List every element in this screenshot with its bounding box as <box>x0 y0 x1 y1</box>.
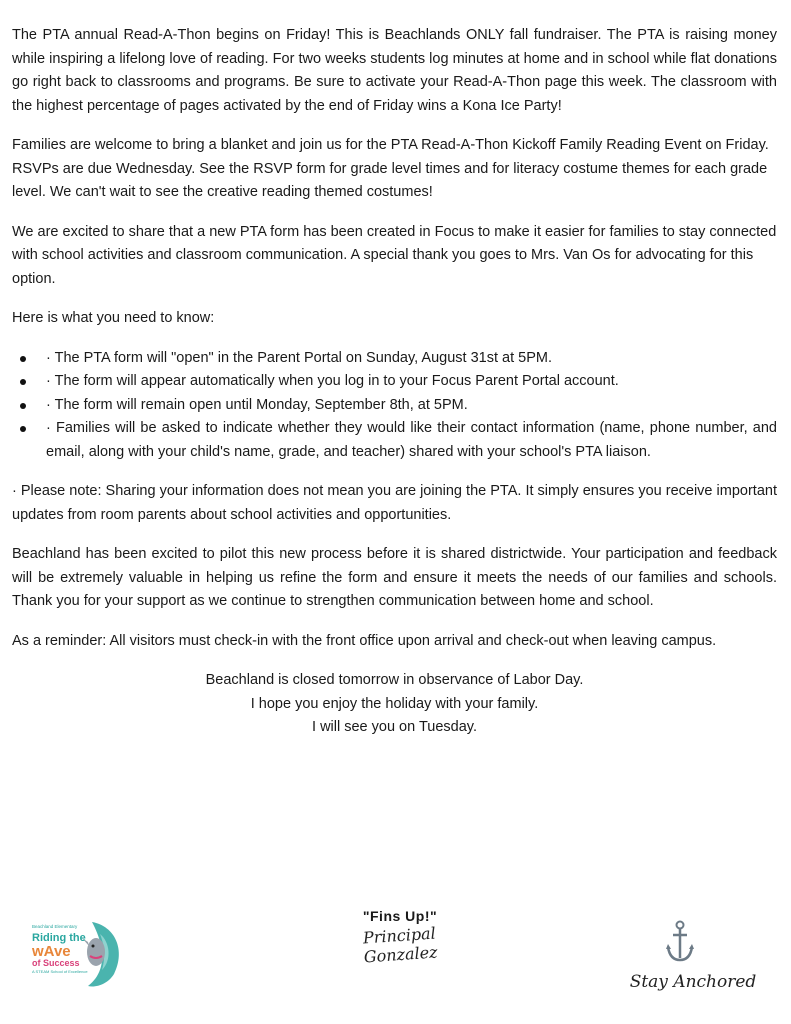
closing-line-3: I will see you on Tuesday. <box>312 719 477 735</box>
paragraph-read-a-thon: The PTA annual Read-A-Thon begins on Friday! This is Beachlands ONLY fall fundraiser. The PTA is raising money while inspiring a lifelong love of reading. For two weeks students log minutes at home and in school while flat donations go right back to classrooms and programs. Be sure to activate your Read-A-Thon page this week. The classroom with the highest percentage of pages activated by the end of Friday wins a Kona Ice Party! <box>12 27 777 114</box>
fins-up-text: "Fins Up!" <box>362 908 438 924</box>
anchor-icon <box>665 920 695 964</box>
list-item: · Families will be asked to indicate whether they would like their contact information (name, phone number, and email, along with your child's name, grade, and teacher) shared with your school's PTA liaison. <box>46 417 777 464</box>
logo-title-2: wAve <box>32 943 71 960</box>
logo-title-1: Riding the <box>32 932 86 944</box>
closing-line-1: Beachland is closed tomorrow in observance of Labor Day. <box>205 672 584 688</box>
stay-anchored-motto: Stay Anchored <box>629 972 757 992</box>
newsletter-body <box>12 24 777 740</box>
principal-signature: Principal Gonzalez <box>362 923 439 967</box>
closing-line-2: I hope you enjoy the holiday with your family. <box>250 695 539 712</box>
school-logo <box>30 912 130 992</box>
paragraph-pilot-process: Beachland has been excited to pilot this new process before it is shared districtwide. Your participation and feedback will be extremely valuable in helping us refine the form and ensure it meets the needs of our families and schools. Thank you for your support as we continue to strengthen communication between home and school. <box>12 546 777 609</box>
logo-subtitle: A STEAM School of Excellence <box>32 969 88 974</box>
paragraph-pta-form: We are excited to share that a new PTA form has been created in Focus to make it easier for families to stay connected with school activities and classroom communication. A special thank you goes to Mrs. Van Os for advocating for this option. <box>12 223 777 287</box>
list-item: · The form will remain open until Monday, September 8th, at 5PM. <box>46 394 777 418</box>
sign-off <box>330 908 470 967</box>
logo-title-3: of Success <box>32 958 80 968</box>
closing-message <box>12 669 777 740</box>
list-item: · The PTA form will "open" in the Parent Portal on Sunday, August 31st at 5PM. <box>46 347 777 371</box>
footer <box>0 900 791 1024</box>
paragraph-visitor-reminder: As a reminder: All visitors must check-in with the front office upon arrival and check-out when leaving campus. <box>12 632 717 649</box>
paragraph-kickoff-event: Families are welcome to bring a blanket and join us for the PTA Read-A-Thon Kickoff Family Reading Event on Friday. RSVPs are due Wednesday. See the RSVP form for grade level times and for literacy costume themes for each grade level. We can't wait to see the creative reading themed costumes! <box>12 137 769 200</box>
info-list <box>12 347 777 465</box>
logo-top-text: Beachland Elementary <box>32 924 78 929</box>
dolphin-wave-icon <box>87 938 105 966</box>
paragraph-please-note: · Please note: Sharing your information does not mean you are joining the PTA. It simply ensures you receive important updates from room parents about school activities and opportunities. <box>12 483 777 523</box>
paragraph-need-to-know: Here is what you need to know: <box>12 310 215 326</box>
list-item: · The form will appear automatically when you log in to your Focus Parent Portal account. <box>46 370 777 394</box>
